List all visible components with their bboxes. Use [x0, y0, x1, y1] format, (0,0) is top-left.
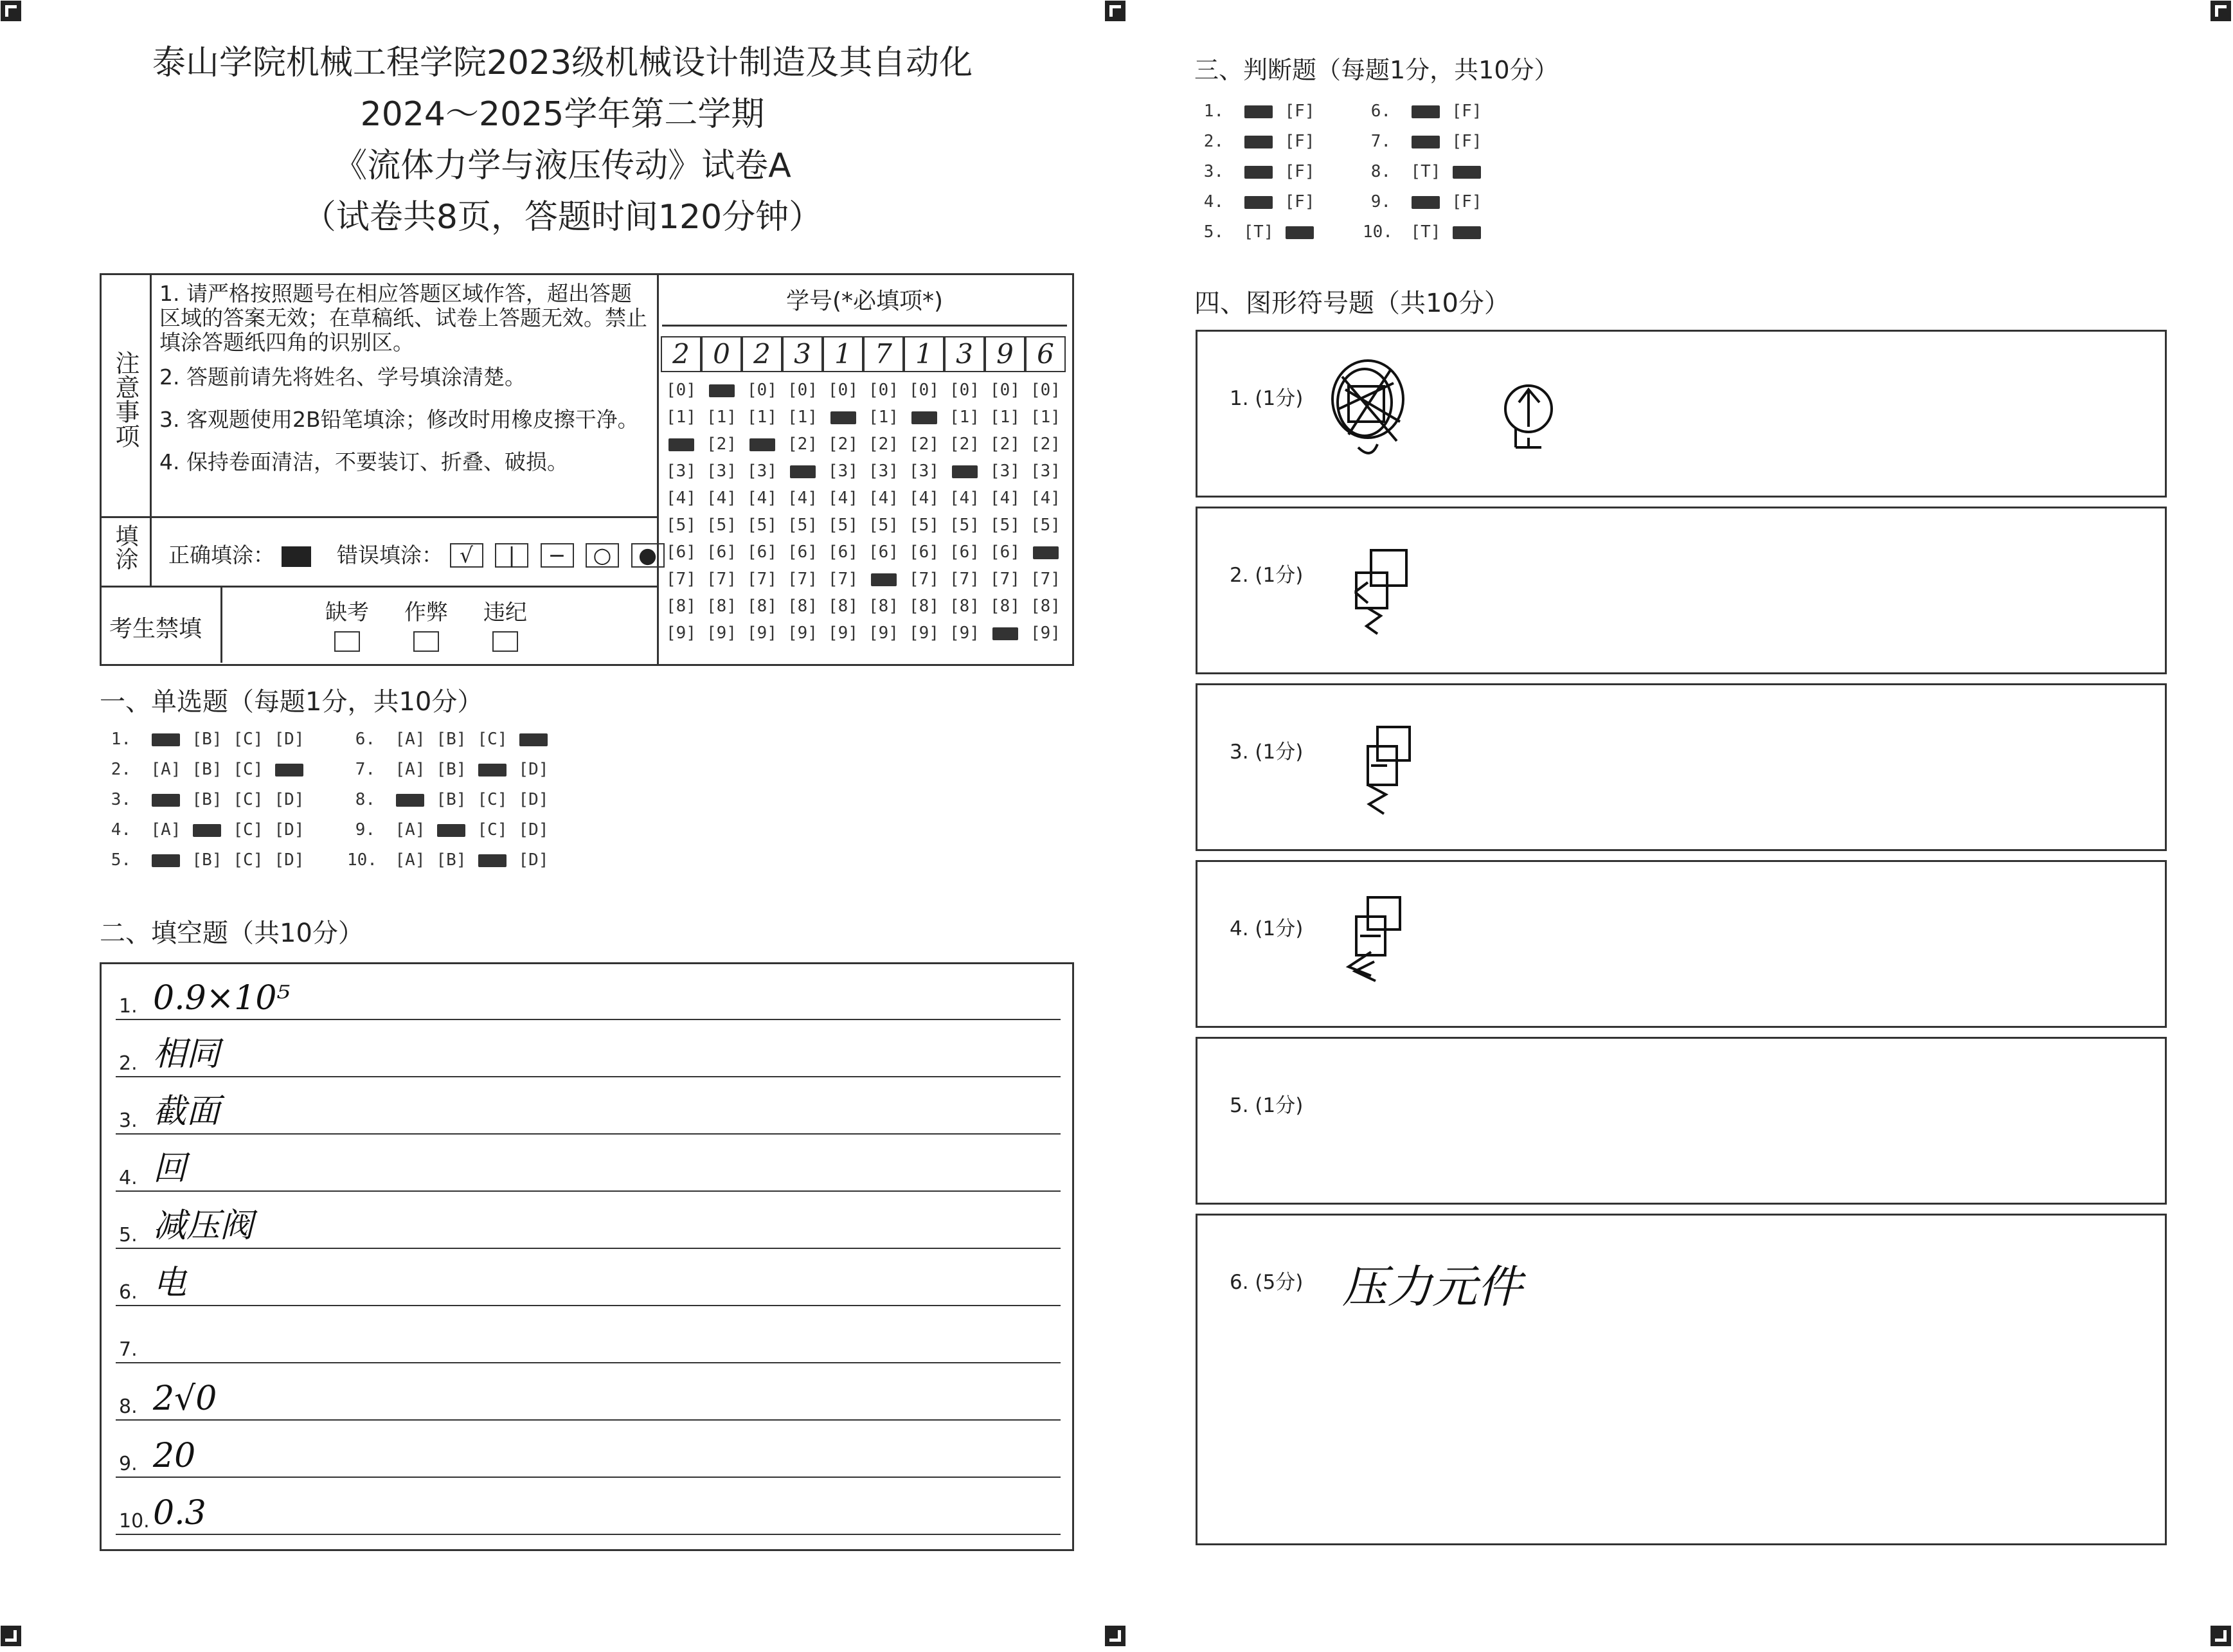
- student-id-bubble[interactable]: [8]: [828, 597, 858, 616]
- fill-answer-text: 电: [153, 1264, 187, 1302]
- section3-title: 三、判断题（每题1分，共10分）: [1194, 56, 1559, 84]
- empty-bubble[interactable]: [A]: [395, 850, 426, 870]
- corner-mark-bottom-right: [2210, 1625, 2232, 1647]
- header-pages: （试卷共8页，答题时间120分钟）: [302, 198, 823, 237]
- student-id-bubble[interactable]: [2]: [990, 435, 1020, 454]
- notice-side-label: 注意事项: [111, 350, 139, 448]
- corner-mark-top-left: [0, 0, 22, 22]
- filled-bubble[interactable]: [145, 730, 186, 749]
- fill-answer-row: [116, 1193, 1061, 1250]
- choice-question-row: 8. [B] [C] [D]: [347, 790, 554, 809]
- choice-question-row: 2. [A] [B] [C]: [103, 760, 310, 779]
- filled-bubble[interactable]: [1405, 192, 1446, 211]
- empty-bubble[interactable]: [C]: [477, 730, 508, 749]
- question-label: 4. (1分): [1230, 917, 1304, 940]
- forbidden-option[interactable]: 违纪: [480, 595, 531, 652]
- student-id-bubble[interactable]: [3]: [909, 462, 939, 481]
- filled-bubble[interactable]: [269, 760, 310, 779]
- student-id-bubble[interactable]: [867, 570, 900, 588]
- empty-bubble[interactable]: [T]: [1410, 162, 1441, 181]
- empty-bubble[interactable]: [C]: [477, 820, 508, 839]
- empty-bubble[interactable]: [F]: [1451, 132, 1482, 151]
- student-id-digit: 1: [823, 336, 863, 372]
- empty-bubble[interactable]: [F]: [1284, 102, 1315, 121]
- fill-answer-number: 8.: [119, 1396, 138, 1418]
- graphic-answer-box: [1196, 507, 2167, 674]
- forbidden-checkbox[interactable]: [334, 631, 360, 652]
- student-id-bubble[interactable]: [9]: [1030, 624, 1061, 643]
- graphic-answer-box: [1196, 330, 2167, 498]
- student-id-bubble[interactable]: [9]: [787, 624, 818, 643]
- question-label: 2. (1分): [1230, 564, 1304, 587]
- handwritten-symbol-sketch: [1349, 721, 1439, 836]
- student-id-bubble[interactable]: [7]: [747, 570, 777, 589]
- student-id-bubble[interactable]: [9]: [949, 624, 980, 643]
- student-id-grid: [661, 336, 1069, 658]
- true-false-row: 7. [F]: [1363, 132, 1487, 151]
- student-id-bubble[interactable]: [0]: [666, 381, 696, 400]
- forbidden-label: 考生禁填: [109, 616, 202, 642]
- student-id-bubble[interactable]: [9]: [828, 624, 858, 643]
- empty-bubble[interactable]: [F]: [1284, 192, 1315, 211]
- student-id-bubble[interactable]: [8]: [706, 597, 737, 616]
- student-id-bubble[interactable]: [8]: [747, 597, 777, 616]
- graphic-answer-box: [1196, 1214, 2167, 1545]
- section3-answers: [1196, 102, 1556, 256]
- student-id-bubble[interactable]: [1]: [706, 408, 737, 427]
- question-label: 1. (1分): [1230, 387, 1304, 410]
- student-id-bubble[interactable]: [3]: [706, 462, 737, 481]
- empty-bubble[interactable]: [F]: [1284, 162, 1315, 181]
- student-id-digit: 6: [1025, 336, 1066, 372]
- exam-header: [96, 37, 1028, 243]
- student-id-bubble[interactable]: [1]: [1030, 408, 1061, 427]
- empty-bubble[interactable]: [A]: [395, 820, 426, 839]
- notice-list: [159, 282, 648, 474]
- empty-bubble[interactable]: [D]: [274, 790, 305, 809]
- student-id-bubble[interactable]: [8]: [909, 597, 939, 616]
- fill-label: 填涂: [112, 524, 138, 570]
- empty-bubble[interactable]: [D]: [274, 730, 305, 749]
- filled-bubble[interactable]: [1238, 192, 1279, 211]
- student-id-bubble[interactable]: [705, 381, 738, 399]
- choice-question-row: 9. [A] [C] [D]: [347, 820, 554, 839]
- student-id-digit: 3: [782, 336, 823, 372]
- filled-bubble[interactable]: [431, 820, 472, 839]
- forbidden-option[interactable]: 缺考: [321, 595, 373, 652]
- student-id-bubble[interactable]: [6]: [909, 543, 939, 562]
- student-id-bubble[interactable]: [5]: [909, 516, 939, 535]
- student-id-bubble[interactable]: [3]: [990, 462, 1020, 481]
- empty-bubble[interactable]: [B]: [436, 790, 467, 809]
- true-false-row: 6. [F]: [1363, 102, 1487, 121]
- student-id-bubble[interactable]: [5]: [1030, 516, 1061, 535]
- fill-answer-text: 0.9×10⁵: [153, 979, 291, 1018]
- empty-bubble[interactable]: [T]: [1410, 222, 1441, 242]
- student-id-bubble[interactable]: [6]: [666, 543, 696, 562]
- forbidden-checkbox[interactable]: [413, 631, 439, 652]
- student-id-bubble[interactable]: [786, 462, 819, 480]
- true-false-row: 2. [F]: [1196, 132, 1320, 151]
- student-id-bubble[interactable]: [6]: [706, 543, 737, 562]
- student-id-bubble[interactable]: [4]: [747, 489, 777, 508]
- handwritten-symbol-sketch: [1320, 351, 1577, 473]
- fill-answer-text: 20: [153, 1437, 196, 1475]
- student-id-bubble[interactable]: [6]: [828, 543, 858, 562]
- student-id-bubble[interactable]: [9]: [909, 624, 939, 643]
- student-id-bubble[interactable]: [0]: [828, 381, 858, 400]
- empty-bubble[interactable]: [B]: [192, 730, 222, 749]
- choice-question-row: 5. [B] [C] [D]: [103, 850, 310, 870]
- empty-bubble[interactable]: [D]: [518, 790, 549, 809]
- student-id-bubble[interactable]: [5]: [868, 516, 899, 535]
- true-false-row: 9. [F]: [1363, 192, 1487, 211]
- student-id-bubble[interactable]: [0]: [747, 381, 777, 400]
- filled-bubble[interactable]: [1238, 162, 1279, 181]
- fill-answer-row: [116, 1136, 1061, 1193]
- empty-bubble[interactable]: [A]: [150, 760, 181, 779]
- empty-bubble[interactable]: [F]: [1284, 132, 1315, 151]
- filled-bubble[interactable]: [1238, 132, 1279, 151]
- fill-answer-list: [116, 964, 1061, 1543]
- student-id-bubble[interactable]: [4]: [666, 489, 696, 508]
- student-id-bubble[interactable]: [7]: [1030, 570, 1061, 589]
- student-id-bubble[interactable]: [2]: [949, 435, 980, 454]
- fill-answer-text: 截面: [153, 1092, 220, 1131]
- empty-bubble[interactable]: [B]: [192, 850, 222, 870]
- student-id-bubble[interactable]: [7]: [787, 570, 818, 589]
- student-id-bubble[interactable]: [4]: [868, 489, 899, 508]
- notice-item: 3. 客观题使用2B铅笔填涂；修改时用橡皮擦干净。: [159, 407, 639, 432]
- student-id-bubble[interactable]: [5]: [949, 516, 980, 535]
- fill-answer-row: [116, 964, 1061, 1021]
- student-id-bubble[interactable]: [5]: [787, 516, 818, 535]
- student-id-bubble[interactable]: [0]: [909, 381, 939, 400]
- student-id-bubble[interactable]: [6]: [747, 543, 777, 562]
- question-label: 6. (5分): [1230, 1271, 1304, 1294]
- notice-item: 2. 答题前请先将姓名、学号填涂清楚。: [159, 364, 526, 390]
- student-id-bubble[interactable]: [4]: [949, 489, 980, 508]
- student-id-bubble[interactable]: [2]: [828, 435, 858, 454]
- wrong-mark: −: [541, 543, 574, 568]
- choice-question-row: 1. [B] [C] [D]: [103, 730, 310, 749]
- filled-bubble[interactable]: [1446, 222, 1487, 242]
- choice-question-row: 10. [A] [B] [D]: [347, 850, 554, 870]
- fill-answer-text: 减压阀: [153, 1207, 254, 1245]
- student-id-digit: 0: [701, 336, 742, 372]
- fill-answer-text: 相同: [153, 1035, 220, 1073]
- student-id-bubble[interactable]: [2]: [1030, 435, 1061, 454]
- empty-bubble[interactable]: [D]: [274, 850, 305, 870]
- wrong-mark: ○: [586, 543, 619, 568]
- true-false-row: 10. [T]: [1363, 222, 1487, 242]
- choice-question-row: 3. [B] [C] [D]: [103, 790, 310, 809]
- empty-bubble[interactable]: [C]: [477, 790, 508, 809]
- question-label: 3. (1分): [1230, 741, 1304, 764]
- wrong-mark: ●: [631, 543, 665, 568]
- student-id-bubble[interactable]: [827, 408, 859, 426]
- student-id-bubble[interactable]: [8]: [1030, 597, 1061, 616]
- student-id-bubble[interactable]: [989, 624, 1021, 642]
- empty-bubble[interactable]: [C]: [233, 850, 264, 870]
- student-id-bubble[interactable]: [8]: [787, 597, 818, 616]
- student-id-bubble[interactable]: [5]: [747, 516, 777, 535]
- choice-question-row: 6. [A] [B] [C]: [347, 730, 554, 749]
- filled-bubble[interactable]: [472, 850, 513, 870]
- student-id-digit: 9: [985, 336, 1025, 372]
- student-id-bubble[interactable]: [8]: [666, 597, 696, 616]
- student-id-bubble[interactable]: [3]: [828, 462, 858, 481]
- student-id-bubble[interactable]: [9]: [747, 624, 777, 643]
- student-id-bubble[interactable]: [0]: [1030, 381, 1061, 400]
- student-id-bubble[interactable]: [2]: [787, 435, 818, 454]
- student-id-bubble[interactable]: [6]: [868, 543, 899, 562]
- fill-answer-number: 4.: [119, 1167, 138, 1189]
- student-id-bubble[interactable]: [2]: [706, 435, 737, 454]
- true-false-row: 8. [T]: [1363, 162, 1487, 181]
- true-false-row: 4. [F]: [1196, 192, 1320, 211]
- notice-item: 1. 请严格按照题号在相应答题区域作答，超出答题区域的答案无效；在草稿纸、试卷上答题无效。禁止填涂答题纸四角的识别区。: [159, 281, 647, 355]
- student-id-bubble[interactable]: [8]: [868, 597, 899, 616]
- wrong-mark: √: [450, 543, 483, 568]
- empty-bubble[interactable]: [C]: [233, 790, 264, 809]
- student-id-bubble[interactable]: [7]: [909, 570, 939, 589]
- student-id-bubble[interactable]: [7]: [706, 570, 737, 589]
- forbidden-checkbox[interactable]: [492, 631, 518, 652]
- student-id-digit: 7: [863, 336, 904, 372]
- student-id-bubble[interactable]: [0]: [949, 381, 980, 400]
- empty-bubble[interactable]: [D]: [518, 850, 549, 870]
- filled-bubble[interactable]: [1405, 132, 1446, 151]
- student-id-bubble[interactable]: [2]: [909, 435, 939, 454]
- fill-answer-row: [116, 1079, 1061, 1136]
- empty-bubble[interactable]: [A]: [395, 760, 426, 779]
- graphic-answer-box: [1196, 860, 2167, 1028]
- student-id-bubble[interactable]: [4]: [1030, 489, 1061, 508]
- student-id-bubble[interactable]: [7]: [666, 570, 696, 589]
- corner-mark-top-center: [1104, 0, 1126, 22]
- student-id-title: 学号(*必填项*): [785, 288, 944, 314]
- header-term: 2024～2025学年第二学期: [360, 95, 765, 134]
- handwritten-symbol-sketch: [1342, 544, 1445, 653]
- question-label: 5. (1分): [1230, 1094, 1304, 1117]
- student-id-bubble[interactable]: [1]: [787, 408, 818, 427]
- fill-answer-number: 9.: [119, 1453, 138, 1475]
- student-id-bubble[interactable]: [4]: [990, 489, 1020, 508]
- student-id-digit: 2: [742, 336, 782, 372]
- student-id-bubble[interactable]: [1]: [747, 408, 777, 427]
- correct-fill-mark: [282, 546, 311, 567]
- fill-answer-row: [116, 1479, 1061, 1536]
- section4-title: 四、图形符号题（共10分）: [1194, 289, 1510, 318]
- student-id-bubble[interactable]: [948, 462, 981, 480]
- empty-bubble[interactable]: [D]: [518, 760, 549, 779]
- empty-bubble[interactable]: [T]: [1243, 222, 1274, 242]
- student-id-bubble[interactable]: [908, 408, 940, 426]
- fill-answer-number: 1.: [119, 995, 138, 1018]
- empty-bubble[interactable]: [A]: [150, 820, 181, 839]
- student-id-bubble[interactable]: [9]: [868, 624, 899, 643]
- empty-bubble[interactable]: [B]: [192, 760, 222, 779]
- student-id-bubble[interactable]: [2]: [868, 435, 899, 454]
- correct-fill-label: 正确填涂：: [168, 543, 274, 568]
- empty-bubble[interactable]: [B]: [436, 850, 467, 870]
- student-id-bubble[interactable]: [3]: [1030, 462, 1061, 481]
- forbidden-option[interactable]: 作弊: [400, 595, 452, 652]
- empty-bubble[interactable]: [D]: [274, 820, 305, 839]
- fill-answer-number: 7.: [119, 1338, 138, 1361]
- empty-bubble[interactable]: [D]: [518, 820, 549, 839]
- student-id-bubble[interactable]: [3]: [666, 462, 696, 481]
- filled-bubble[interactable]: [472, 760, 513, 779]
- filled-bubble[interactable]: [145, 790, 186, 809]
- student-id-bubble[interactable]: [746, 435, 778, 453]
- empty-bubble[interactable]: [B]: [436, 760, 467, 779]
- student-id-digit: 1: [904, 336, 944, 372]
- filled-bubble[interactable]: [390, 790, 431, 809]
- student-id-bubble[interactable]: [1]: [666, 408, 696, 427]
- fill-answer-number: 10.: [119, 1510, 150, 1532]
- header-course: 《流体力学与液压传动》试卷A: [334, 147, 791, 185]
- empty-bubble[interactable]: [F]: [1451, 192, 1482, 211]
- empty-bubble[interactable]: [C]: [233, 820, 264, 839]
- corner-mark-bottom-center: [1104, 1625, 1126, 1647]
- empty-bubble[interactable]: [F]: [1451, 102, 1482, 121]
- student-id-digit: 3: [944, 336, 985, 372]
- student-id-bubble[interactable]: [4]: [706, 489, 737, 508]
- student-id-bubble[interactable]: [7]: [990, 570, 1020, 589]
- graphic-answer-box: [1196, 1037, 2167, 1205]
- fill-answer-row: [116, 1307, 1061, 1365]
- student-id-bubble[interactable]: [1029, 543, 1062, 561]
- student-id-bubble[interactable]: [8]: [949, 597, 980, 616]
- fill-answer-row: [116, 1250, 1061, 1307]
- filled-bubble[interactable]: [513, 730, 554, 749]
- true-false-row: 1. [F]: [1196, 102, 1320, 121]
- student-id-bubble[interactable]: [7]: [828, 570, 858, 589]
- student-id-bubble[interactable]: [1]: [990, 408, 1020, 427]
- student-id-bubble[interactable]: [4]: [787, 489, 818, 508]
- fill-answer-text: 2√0: [153, 1379, 217, 1418]
- student-id-bubble[interactable]: [0]: [787, 381, 818, 400]
- student-id-bubble[interactable]: [6]: [949, 543, 980, 562]
- student-id-bubble[interactable]: [9]: [666, 624, 696, 643]
- student-id-bubble[interactable]: [4]: [828, 489, 858, 508]
- header-school: 泰山学院机械工程学院2023级机械设计制造及其自动化: [152, 44, 973, 82]
- student-id-bubble[interactable]: [3]: [747, 462, 777, 481]
- corner-mark-top-right: [2210, 0, 2232, 22]
- empty-bubble[interactable]: [C]: [233, 730, 264, 749]
- fill-answer-text: 回: [153, 1149, 187, 1188]
- student-id-bubble[interactable]: [3]: [868, 462, 899, 481]
- student-id-bubble[interactable]: [9]: [706, 624, 737, 643]
- student-id-bubble[interactable]: [5]: [666, 516, 696, 535]
- filled-bubble[interactable]: [1446, 162, 1487, 181]
- notice-item: 4. 保持卷面清洁，不要装订、折叠、破损。: [159, 449, 568, 474]
- student-id-bubble[interactable]: [0]: [990, 381, 1020, 400]
- fill-answer-number: 5.: [119, 1224, 138, 1246]
- fill-answer-row: [116, 1365, 1061, 1422]
- filled-bubble[interactable]: [1279, 222, 1320, 242]
- student-id-bubble[interactable]: [4]: [909, 489, 939, 508]
- wrong-mark: |: [495, 543, 528, 568]
- student-id-digit: 2: [661, 336, 701, 372]
- empty-bubble[interactable]: [A]: [395, 730, 426, 749]
- fill-answer-number: 2.: [119, 1052, 138, 1075]
- student-id-bubble[interactable]: [0]: [868, 381, 899, 400]
- student-id-bubble[interactable]: [665, 435, 697, 453]
- empty-bubble[interactable]: [B]: [192, 790, 222, 809]
- student-id-bubble[interactable]: [5]: [706, 516, 737, 535]
- filled-bubble[interactable]: [145, 850, 186, 870]
- choice-question-row: 7. [A] [B] [D]: [347, 760, 554, 779]
- student-id-bubble[interactable]: [6]: [990, 543, 1020, 562]
- empty-bubble[interactable]: [C]: [233, 760, 264, 779]
- fill-answer-row: [116, 1021, 1061, 1079]
- student-id-bubble[interactable]: [1]: [868, 408, 899, 427]
- student-id-bubble[interactable]: [5]: [828, 516, 858, 535]
- fill-answer-text: 0.3: [153, 1494, 206, 1532]
- handwritten-answer: 压力元件: [1342, 1261, 1522, 1313]
- true-false-row: 3. [F]: [1196, 162, 1320, 181]
- section1-title: 一、单选题（每题1分，共10分）: [100, 687, 483, 717]
- fill-example: [168, 539, 665, 569]
- wrong-fill-label: 错误填涂：: [337, 543, 443, 568]
- fill-answer-number: 6.: [119, 1281, 138, 1304]
- student-id-bubble[interactable]: [1]: [949, 408, 980, 427]
- choice-question-row: 4. [A] [C] [D]: [103, 820, 310, 839]
- empty-bubble[interactable]: [B]: [436, 730, 467, 749]
- true-false-row: 5. [T]: [1196, 222, 1320, 242]
- graphic-answer-box: [1196, 683, 2167, 851]
- student-id-bubble[interactable]: [8]: [990, 597, 1020, 616]
- fill-answer-row: [116, 1422, 1061, 1479]
- handwritten-symbol-sketch: [1336, 891, 1439, 1007]
- fill-answer-number: 3.: [119, 1109, 138, 1132]
- student-id-bubble[interactable]: [6]: [787, 543, 818, 562]
- filled-bubble[interactable]: [1405, 102, 1446, 121]
- filled-bubble[interactable]: [186, 820, 228, 839]
- filled-bubble[interactable]: [1238, 102, 1279, 121]
- corner-mark-bottom-left: [0, 1625, 22, 1647]
- section2-title: 二、填空题（共10分）: [100, 919, 364, 948]
- student-id-bubble[interactable]: [7]: [949, 570, 980, 589]
- section1-answers: [103, 730, 617, 884]
- student-id-bubble[interactable]: [5]: [990, 516, 1020, 535]
